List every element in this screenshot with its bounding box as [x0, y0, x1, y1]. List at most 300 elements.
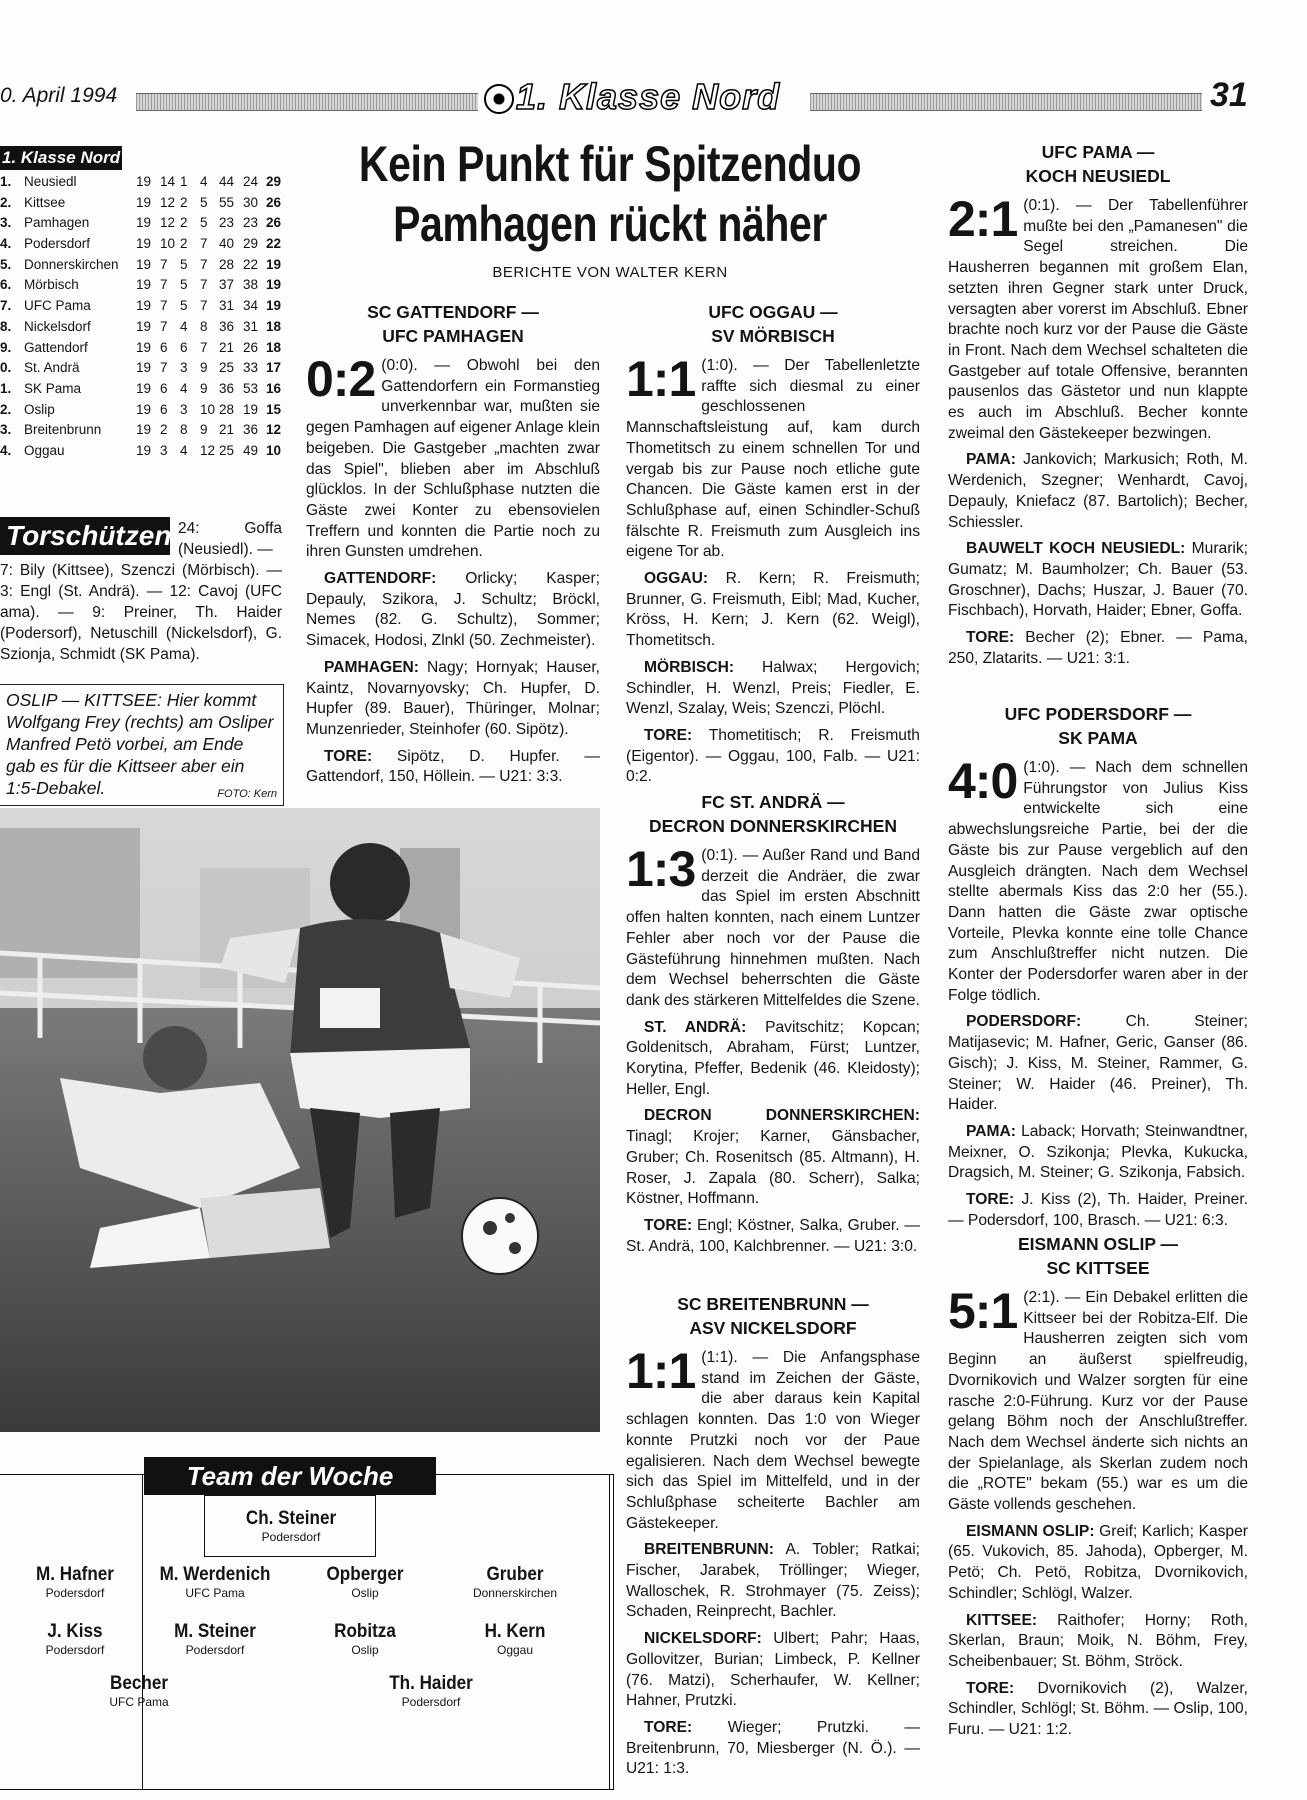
lineup-away-label: PAMA:	[966, 1122, 1016, 1140]
article-pama-neusiedl	[948, 140, 1248, 675]
table-cell-pts: 12	[266, 422, 282, 438]
team-of-week-title: Team der Woche	[144, 1457, 436, 1495]
table-cell-gf: 28	[219, 401, 235, 417]
table-cell-team: St. Andrä	[24, 360, 80, 376]
lineup-away-label: NICKELSDORF:	[644, 1630, 762, 1648]
table-cell-l: 12	[200, 442, 216, 458]
match-title-line1: EISMANN OSLIP —	[1017, 1234, 1179, 1254]
table-cell-sp: 19	[136, 194, 152, 210]
article-podersdorf-skpama	[948, 702, 1248, 1237]
match-score: 1:1	[626, 1343, 696, 1399]
table-cell-d: 2	[180, 194, 188, 210]
lineup-away-label: PAMHAGEN:	[324, 658, 420, 676]
byline: BERICHTE VON WALTER KERN	[492, 264, 728, 281]
match-title-line1: SC BREITENBRUNN —	[677, 1294, 869, 1314]
match-title-line2: KOCH NEUSIEDL	[1025, 166, 1171, 186]
player-name: Ch. Steiner	[245, 1508, 337, 1529]
goals-label: TORE:	[644, 1216, 693, 1234]
page-number: 31	[1210, 76, 1248, 114]
table-row	[0, 443, 290, 464]
table-cell-ga: 30	[243, 194, 259, 210]
team-player	[0, 1564, 150, 1600]
player-name: H. Kern	[484, 1621, 546, 1642]
scorers-text	[0, 518, 282, 665]
lineup-away-players: Ulbert; Pahr; Haas, Gollovitzer, Burian; Limbeck, P. Kellner (76. Matzi), Scherhaufer, W. Kellner; Hahner, Prutzki.	[626, 1630, 920, 1710]
table-cell-l: 7	[200, 339, 208, 355]
table-cell-rank: 5.	[0, 256, 12, 272]
table-cell-gf: 36	[219, 318, 235, 334]
table-cell-team: Pamhagen	[24, 215, 90, 231]
lineup-away	[948, 539, 1248, 622]
table-cell-rank: 1.	[0, 380, 12, 396]
lineup-home	[948, 450, 1248, 533]
table-row	[0, 340, 290, 361]
player-club: Podersdorf	[261, 1530, 321, 1544]
table-cell-ga: 49	[243, 442, 259, 458]
table-row	[0, 195, 290, 216]
player-club: Podersdorf	[185, 1643, 245, 1657]
player-club: Oggau	[496, 1643, 534, 1657]
player-name: Becher	[110, 1673, 168, 1694]
table-cell-ga: 19	[243, 401, 259, 417]
lineup-home	[948, 1012, 1248, 1116]
table-cell-w: 7	[160, 277, 168, 293]
table-cell-l: 4	[200, 174, 208, 189]
player-club: Oslip	[351, 1643, 379, 1657]
lineup-away	[306, 658, 600, 741]
match-report: (0:1). — Außer Rand und Band derzeit die Andräer, die zwar das Spiel im ersten Abschnitt offen halten konnten, nach einem Luntzer Fehler aber noch vor der Pause die Gästeführung hinnehmen mußten. Nach dem Wechsel beherrschten die Gäste dank des stärkeren Mittelfeldes die Szene.	[626, 847, 920, 1009]
table-cell-pts: 17	[266, 360, 282, 376]
lineup-away-label: BAUWELT KOCH NEUSIEDL:	[966, 540, 1186, 558]
match-photo-image	[0, 808, 600, 1432]
match-score: 5:1	[948, 1283, 1018, 1339]
match-report: (0:0). — Obwohl bei den Gattendorfern ein Formanstieg unverkennbar war, mußten sie gegen Pamhagen auf eigener Anlage klein beigeben. Die Gastgeber „machten zwar das Spiel", blieben aber im Abschluß glücklos. In der Schlußphase nutzten die Gäste zwei Konter zu ebensovielen Treffern und konnten die Partie noch zu ihren Gunsten umdrehen.	[306, 357, 600, 561]
table-cell-pts: 19	[266, 256, 282, 272]
table-cell-pts: 29	[266, 174, 282, 189]
table-cell-team: Oggau	[24, 442, 65, 458]
table-cell-sp: 19	[136, 298, 152, 314]
table-cell-sp: 19	[136, 174, 152, 189]
match-score: 0:2	[306, 351, 376, 407]
table-cell-pts: 16	[266, 380, 282, 396]
table-cell-l: 8	[200, 318, 208, 334]
table-cell-pts: 22	[266, 236, 282, 252]
lineup-home-players: R. Kern; R. Freismuth; Brunner, G. Freismuth, Eibl; Mad, Kucher, Kröss, H. Kern; J. Kern (62. Weigl), Thometitsch.	[626, 570, 920, 650]
goals-text: Sipötz, D. Hupfer. — Gattendorf, 150, Höllein. — U21: 3:3.	[306, 747, 600, 786]
table-cell-gf: 25	[219, 360, 235, 376]
match-title-line2: SK PAMA	[1058, 728, 1138, 748]
table-cell-sp: 19	[136, 360, 152, 376]
table-cell-gf: 55	[219, 194, 235, 210]
table-cell-sp: 19	[136, 256, 152, 272]
table-cell-team: Kittsee	[24, 194, 66, 210]
table-cell-team: SK Pama	[24, 380, 82, 396]
table-cell-sp: 19	[136, 422, 152, 438]
match-score: 2:1	[948, 191, 1018, 247]
table-cell-d: 3	[180, 401, 188, 417]
table-cell-sp: 19	[136, 442, 152, 458]
lineup-away-players: Raithofer; Horny; Roth, Skerlan, Braun; Moik, N. Böhm, Frey, Scheibenbauer; St. Böhm, Ströck.	[948, 1611, 1248, 1670]
team-player	[290, 1621, 440, 1657]
match-title	[626, 300, 920, 348]
match-photo	[0, 808, 600, 1432]
match-score: 4:0	[948, 753, 1018, 809]
table-row	[0, 381, 290, 402]
headline	[356, 134, 864, 254]
table-cell-d: 5	[180, 298, 188, 314]
table-cell-team: Donnerskirchen	[24, 256, 119, 272]
lineup-home	[948, 1522, 1248, 1605]
table-cell-l: 9	[200, 360, 208, 376]
table-cell-team: Podersdorf	[24, 236, 91, 252]
header-rule-left	[136, 93, 478, 111]
table-cell-sp: 19	[136, 380, 152, 396]
table-cell-rank: 4.	[0, 236, 12, 252]
goals-text: Becher (2); Ebner. — Pama, 250, Zlatarits. — U21: 3:1.	[948, 629, 1248, 667]
table-row	[0, 402, 290, 423]
table-cell-rank: 1.	[0, 174, 12, 189]
table-cell-d: 3	[180, 360, 188, 376]
lineup-home-players: Orlicky; Kasper; Depauly, Szikora, J. Schultz; Bröckl, Nemes (82. G. Schultz), Sommer; Simacek, Hodosi, Zlnkl (50. Zechmeister).	[306, 570, 600, 650]
lineup-home	[306, 569, 600, 652]
table-cell-team: UFC Pama	[24, 298, 91, 314]
lineup-away-label: DECRON DONNERSKIRCHEN:	[644, 1107, 920, 1125]
match-title	[306, 300, 600, 348]
table-cell-sp: 19	[136, 236, 152, 252]
goals-text: Dvornikovich (2), Walzer, Schindler, Schlögl; St. Böhm. — Oslip, 100, Furu. — U21: 1:2.	[948, 1679, 1248, 1739]
table-cell-rank: 8.	[0, 318, 12, 334]
table-cell-l: 7	[200, 236, 208, 252]
match-title-line1: UFC OGGAU —	[708, 302, 838, 322]
table-cell-team: Neusiedl	[24, 174, 77, 189]
table-cell-d: 1	[180, 174, 188, 189]
table-title: 1. Klasse Nord	[0, 146, 122, 170]
lineup-away	[948, 1611, 1248, 1673]
table-cell-d: 8	[180, 422, 188, 438]
lineup-away-players: Murarik; Gumatz; M. Baumholzer; Ch. Bauer (53. Groschner), Dachs; Huszar, J. Bauer (70. Fischbach), Horvath, Haider; Ebner, Goffa.	[948, 540, 1248, 620]
match-goals	[948, 1679, 1248, 1741]
table-cell-team: Nickelsdorf	[24, 318, 91, 334]
table-cell-w: 7	[160, 360, 168, 376]
table-row	[0, 215, 290, 236]
lineup-home-players: Jankovich; Markusich; Roth, M. Werdenich, Szegner; Wenhardt, Cavoj, Depauly, Kniefacz (87. Bartolich); Becher, Schiessler.	[948, 451, 1249, 531]
player-name: M. Hafner	[36, 1564, 114, 1585]
team-player	[0, 1621, 150, 1657]
table-cell-ga: 53	[243, 380, 259, 396]
table-cell-ga: 34	[243, 298, 259, 314]
scorers-rest: 7: Bily (Kittsee), Szenczi (Mörbisch). — 3: Engl (St. Andrä). — 12: Cavoj (UFC ama). — 9: Preiner, Th. Haider (Podersorf), Netuschill (Nickelsdorf), G. Szionja, Schmidt (SK Pama).	[0, 562, 282, 663]
match-goals	[948, 1190, 1248, 1231]
table-row	[0, 174, 290, 195]
match-report: (1:1). — Die Anfangsphase stand im Zeichen der Gäste, die aber daraus kein Kapital schlagen konnten. Das 1:0 von Wieger konnte Prutzki noch vor der Paue egalisieren. Nach dem Wechsel bewegte sich das Spiel im Mittelfeld, und in der Schlußphase scheiterte Bachler am Gästekeeper.	[626, 1349, 920, 1532]
lineup-away	[626, 1106, 920, 1210]
table-cell-ga: 36	[243, 422, 259, 438]
player-club: UFC Pama	[109, 1695, 169, 1709]
table-cell-rank: 3.	[0, 422, 12, 438]
match-report: (2:1). — Ein Debakel erlitten die Kittseer bei der Robitza-Elf. Die Hausherren zeigten sich vom Beginn an äußerst spielfreudig, Dvornikovich und Walzer sorgten für eine rasche 2:0-Führung. Kurz vor der Pause gelang Böhm noch der Anschlußtreffer. Nach dem Wechsel änderte sich nichts an der Spielanlage, als Skerlan zudem noch die „ROTE" bekam (55.) war es um die Gäste vollends geschehen.	[948, 1289, 1248, 1514]
player-club: Podersdorf	[45, 1586, 105, 1600]
scorers-line1: 24: Goffa (Neusiedl). —	[178, 520, 282, 558]
lineup-home-label: GATTENDORF:	[324, 570, 437, 588]
lineup-home-label: ST. ANDRÄ:	[644, 1018, 747, 1036]
table-cell-rank: 2.	[0, 194, 12, 210]
goals-text: J. Kiss (2), Th. Haider, Preiner. — Podersdorf, 100, Brasch. — U21: 6:3.	[948, 1191, 1248, 1229]
table-cell-gf: 36	[219, 380, 235, 396]
header-rule-right	[810, 93, 1202, 111]
table-cell-team: Gattendorf	[24, 339, 88, 355]
article-breitenbrunn-nickelsdorf	[626, 1292, 920, 1786]
match-title-line2: ASV NICKELSDORF	[689, 1318, 857, 1338]
table-cell-w: 12	[160, 194, 176, 210]
lineup-home-label: BREITENBRUNN:	[644, 1541, 774, 1559]
caption-text: OSLIP — KITTSEE: Hier kommt Wolfgang Frey (rechts) am Osliper Manfred Petö vorbei, am Ende gab es für die Kittseer aber ein 1:5-Debakel.	[6, 690, 274, 798]
table-cell-gf: 37	[219, 277, 235, 293]
match-title-line2: SC KITTSEE	[1046, 1258, 1150, 1278]
table-cell-sp: 19	[136, 318, 152, 334]
table-cell-team: Oslip	[24, 401, 55, 417]
table-cell-pts: 10	[266, 442, 282, 458]
match-goals	[626, 1718, 920, 1780]
match-title	[948, 140, 1248, 188]
table-row	[0, 319, 290, 340]
match-title-line2: UFC PAMHAGEN	[382, 326, 524, 346]
player-club: Podersdorf	[401, 1695, 461, 1709]
table-cell-w: 6	[160, 401, 168, 417]
lineup-away-players: Halwax; Hergovich; Schindler, H. Wenzl, Preis; Fiedler, E. Wenzl, Szalay, Weis; Szenczi, Plöchl.	[626, 658, 920, 718]
lineup-home	[626, 1540, 920, 1623]
team-player	[216, 1508, 366, 1544]
table-cell-l: 5	[200, 194, 208, 210]
goals-label: TORE:	[644, 726, 693, 744]
lineup-home-label: OGGAU:	[644, 570, 709, 588]
table-cell-w: 14	[160, 174, 176, 189]
match-report: (1:0). — Nach dem schnellen Führungstor von Julius Kiss entwickelte sich eine abwechslungsreiche Partie, bei der die Gäste bis zur Pause vergeblich auf den Ausgleich drängten. Nach dem Wechsel stellte abermals Kiss das 2:0 her (55.). Dann hatten die Gäste zwar optische Vorteile, Plevka konnte eine tolle Chance zum Anschlußtreffer nicht nutzen. Die Konter der Podersdorfer waren aber in der Folge tödlich.	[948, 759, 1248, 1004]
section-title: 1. Klasse Nord	[516, 76, 781, 117]
table-row	[0, 298, 290, 319]
match-report: (1:0). — Der Tabellenletzte raffte sich diesmal zu einer geschlossenen Mannschaftsleistung auf, kam durch Thometitsch zu einem schnellen Tor und vergab bis zur Pause noch etliche gute Chancen. Die Gäste kamen erst in der Schlußphase auf, einen Schindler-Schuß fälschte R. Freismuth zum Ausgleich ins eigene Tor ab.	[626, 357, 920, 561]
player-name: Gruber	[486, 1564, 544, 1585]
table-row	[0, 422, 290, 443]
table-cell-rank: 9.	[0, 339, 12, 355]
match-title-line2: SV MÖRBISCH	[711, 326, 835, 346]
team-player	[440, 1564, 590, 1600]
table-cell-team: Mörbisch	[24, 277, 79, 293]
table-cell-d: 4	[180, 380, 188, 396]
goals-text: Engl; Köstner, Salka, Gruber. — St. Andrä, 100, Kalchbrenner. — U21: 3:0.	[626, 1216, 920, 1255]
player-name: J. Kiss	[47, 1621, 103, 1642]
match-score: 1:3	[626, 841, 696, 897]
table-cell-rank: 7.	[0, 298, 12, 314]
match-title	[948, 702, 1248, 750]
table-cell-sp: 19	[136, 277, 152, 293]
table-cell-w: 10	[160, 236, 176, 252]
lineup-home-label: EISMANN OSLIP:	[966, 1522, 1095, 1540]
goals-text: Thometitisch; R. Freismuth (Eigentor). — Oggau, 100, Falb. — U21: 0:2.	[626, 726, 920, 786]
table-cell-w: 6	[160, 339, 168, 355]
table-cell-rank: 0.	[0, 360, 12, 376]
table-cell-ga: 38	[243, 277, 259, 293]
table-cell-rank: 2.	[0, 401, 12, 417]
table-cell-gf: 25	[219, 442, 235, 458]
goals-label: TORE:	[966, 1679, 1015, 1697]
lineup-away	[626, 658, 920, 720]
lineup-away-label: KITTSEE:	[966, 1611, 1038, 1629]
table-cell-d: 2	[180, 236, 188, 252]
table-cell-rank: 6.	[0, 277, 12, 293]
table-cell-pts: 26	[266, 215, 282, 231]
match-goals	[626, 1216, 920, 1257]
table-cell-d: 4	[180, 318, 188, 334]
table-cell-pts: 18	[266, 339, 282, 355]
match-title	[626, 790, 920, 838]
match-title-line1: SC GATTENDORF —	[367, 302, 539, 322]
player-name: M. Werdenich	[159, 1564, 271, 1585]
lineup-away-players: Laback; Horvath; Steinwandtner, Meixner, O. Szikonja; Plevka, Kukucka, Dragsich, M. Steiner; G. Szikonja, Fabsich.	[948, 1122, 1248, 1182]
match-report: (0:1). — Der Tabellenführer mußte bei den „Pamanesen" die Segel streichen. Die Hausherren begannen mit großem Elan, setzten ihren Gegner stark unter Druck, versagten aber vorerst im Abschluß. Ebner brachte noch kurz vor der Pause die Gäste in Front. Nach dem Wechsel schalteten die Gastgeber auf totale Offensive, berannten pausenlos das Gästetor und nun klappte es auch im Abschluß. Becher konnte zweimal den Gästekeeper bezwingen.	[948, 197, 1248, 442]
table-cell-ga: 22	[243, 256, 259, 272]
match-goals	[306, 747, 600, 788]
photo-credit: FOTO: Kern	[217, 788, 277, 800]
table-cell-l: 9	[200, 422, 208, 438]
table-cell-pts: 19	[266, 298, 282, 314]
league-table	[0, 174, 290, 464]
table-cell-gf: 40	[219, 236, 235, 252]
match-title	[626, 1292, 920, 1340]
team-player	[290, 1564, 440, 1600]
table-cell-w: 2	[160, 422, 168, 438]
lineup-home	[626, 1018, 920, 1101]
headline-line2: Pamhagen rückt näher	[393, 196, 827, 252]
table-cell-d: 4	[180, 442, 188, 458]
table-cell-ga: 31	[243, 318, 259, 334]
match-goals	[626, 726, 920, 788]
team-player	[440, 1621, 590, 1657]
table-cell-pts: 18	[266, 318, 282, 334]
table-cell-sp: 19	[136, 401, 152, 417]
scorers-title: Torschützen	[0, 517, 170, 555]
article-oslip-kittsee	[948, 1232, 1248, 1747]
match-title-line1: UFC PAMA —	[1041, 142, 1155, 162]
table-cell-w: 7	[160, 298, 168, 314]
table-cell-ga: 23	[243, 215, 259, 231]
goals-label: TORE:	[966, 629, 1015, 647]
lineup-home-players: Pavitschitz; Kopcan; Goldenitsch, Abraham, Fürst; Luntzer, Korytina, Pfeffer, Bedenik (46. Kleidosty); Heller, Engl.	[626, 1018, 920, 1098]
article-oggau-moerbisch	[626, 300, 920, 794]
article-standrae-donnerskirchen	[626, 790, 920, 1263]
issue-date: 0. April 1994	[0, 84, 118, 107]
lineup-away-players: Tinagl; Krojer; Karner, Gänsbacher, Gruber; Ch. Rosenitsch (85. Altmann), H. Roser, J. Zapala (80. Scherr), Salka; Köstner, Hoffmann.	[626, 1128, 920, 1208]
table-cell-ga: 33	[243, 360, 259, 376]
player-name: M. Steiner	[174, 1621, 256, 1642]
lineup-home-players: Greif; Karlich; Kasper (65. Vukovich, 85. Jahoda), Opberger, M. Petö; Ch. Petö, Robitza, Dvornikovich, Schindler; Schlögl, Walzer.	[948, 1522, 1248, 1602]
table-cell-gf: 44	[219, 174, 235, 189]
table-cell-gf: 21	[219, 422, 235, 438]
table-cell-l: 7	[200, 298, 208, 314]
match-title-line1: FC ST. ANDRÄ —	[701, 792, 845, 812]
table-row	[0, 277, 290, 298]
football-icon	[484, 84, 514, 114]
table-cell-team: Breitenbrunn	[24, 422, 102, 438]
table-cell-d: 5	[180, 277, 188, 293]
player-club: UFC Pama	[185, 1586, 245, 1600]
lineup-away	[948, 1122, 1248, 1184]
table-cell-w: 7	[160, 318, 168, 334]
match-goals	[948, 628, 1248, 669]
table-cell-l: 9	[200, 380, 208, 396]
table-cell-l: 10	[200, 401, 216, 417]
match-title	[948, 1232, 1248, 1280]
table-row	[0, 257, 290, 278]
table-cell-gf: 21	[219, 339, 235, 355]
table-cell-sp: 19	[136, 339, 152, 355]
table-row	[0, 360, 290, 381]
headline-line1: Kein Punkt für Spitzenduo	[358, 136, 862, 192]
lineup-home-players: Ch. Steiner; Matijasevic; M. Hafner, Geric, Ganser (86. Gisch); J. Kiss, M. Steiner, Rammer, G. Steiner; W. Haider (46. Preiner), Th. Haider.	[948, 1013, 1248, 1114]
player-club: Podersdorf	[45, 1643, 105, 1657]
article-gattendorf-pamhagen	[306, 300, 600, 794]
lineup-home-players: A. Tobler; Ratkai; Fischer, Jarabek, Tröllinger; Wieger, Walloschek, R. Strohmayer (75. Zeiss); Schaden, Reinprecht, Bachler.	[626, 1541, 920, 1621]
table-cell-ga: 26	[243, 339, 259, 355]
table-cell-d: 5	[180, 256, 188, 272]
lineup-home-label: PODERSDORF:	[966, 1013, 1082, 1031]
table-cell-pts: 19	[266, 277, 282, 293]
match-title-line2: DECRON DONNERSKIRCHEN	[649, 816, 897, 836]
table-cell-sp: 19	[136, 215, 152, 231]
lineup-away	[626, 1629, 920, 1712]
table-cell-gf: 28	[219, 256, 235, 272]
lineup-home-label: PAMA:	[966, 451, 1016, 469]
table-cell-pts: 15	[266, 401, 282, 417]
table-cell-l: 5	[200, 215, 208, 231]
table-cell-w: 6	[160, 380, 168, 396]
player-name: Th. Haider	[389, 1673, 473, 1694]
table-cell-ga: 24	[243, 174, 259, 189]
player-club: Donnerskirchen	[472, 1586, 558, 1600]
match-score: 1:1	[626, 351, 696, 407]
team-player	[356, 1673, 506, 1709]
table-cell-gf: 31	[219, 298, 235, 314]
goals-label: TORE:	[324, 747, 373, 765]
table-cell-ga: 29	[243, 236, 259, 252]
table-cell-l: 7	[200, 277, 208, 293]
lineup-away-label: MÖRBISCH:	[644, 658, 735, 676]
goals-text: Wieger; Prutzki. — Breitenbrunn, 70, Miesberger (N. Ö.). — U21: 1:3.	[626, 1718, 920, 1778]
lineup-home	[626, 569, 920, 652]
lineup-away-players: Nagy; Hornyak; Hauser, Kaintz, Novarnyovsky; Ch. Hupfer, D. Hupfer (89. Bauer), Thüringer, Molnar; Munzenrieder, Steinhofer (60. Sipötz).	[306, 658, 600, 738]
goals-label: TORE:	[966, 1191, 1015, 1209]
player-name: Robitza	[334, 1621, 396, 1642]
player-name: Opberger	[326, 1564, 404, 1585]
team-player	[64, 1673, 214, 1709]
team-player	[140, 1564, 290, 1600]
team-player	[140, 1621, 290, 1657]
table-cell-d: 6	[180, 339, 188, 355]
table-cell-rank: 4.	[0, 442, 12, 458]
table-cell-gf: 23	[219, 215, 235, 231]
table-cell-l: 7	[200, 256, 208, 272]
photo-caption	[0, 684, 284, 806]
table-cell-w: 12	[160, 215, 176, 231]
table-cell-pts: 26	[266, 194, 282, 210]
table-row	[0, 236, 290, 257]
goals-label: TORE:	[644, 1718, 693, 1736]
table-cell-d: 2	[180, 215, 188, 231]
table-cell-w: 7	[160, 256, 168, 272]
player-club: Oslip	[351, 1586, 379, 1600]
match-title-line1: UFC PODERSDORF —	[1004, 704, 1192, 724]
table-cell-rank: 3.	[0, 215, 12, 231]
table-cell-w: 3	[160, 442, 168, 458]
